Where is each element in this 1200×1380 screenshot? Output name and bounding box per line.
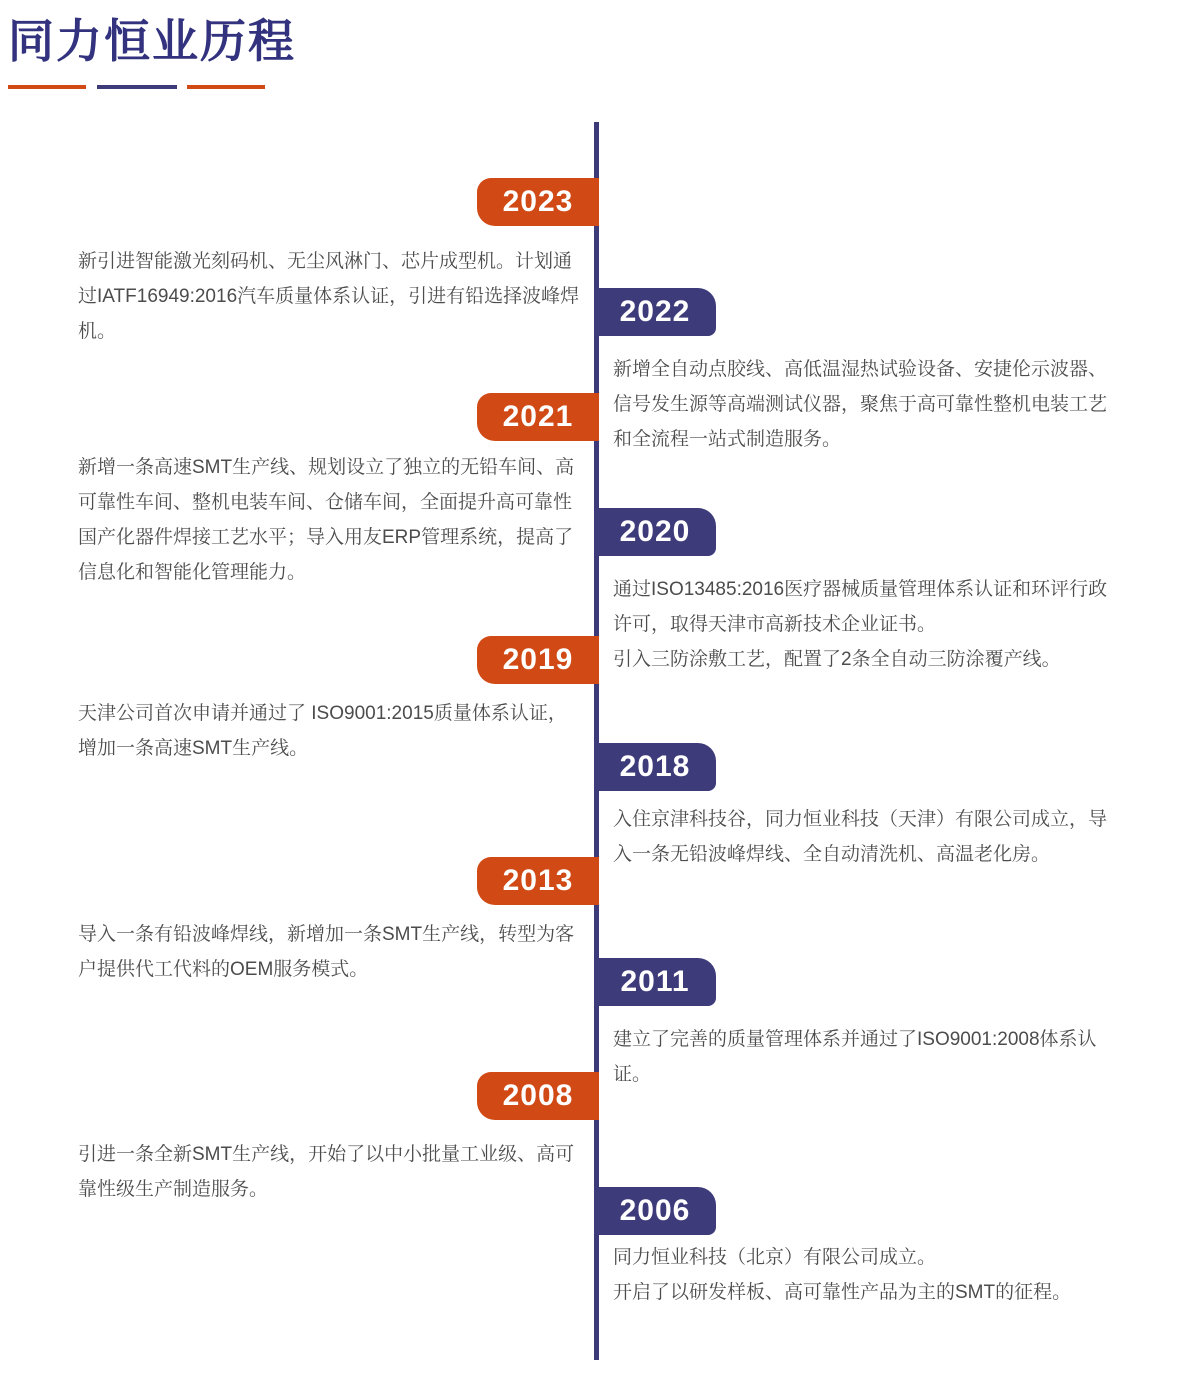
entry-paragraph: 引入三防涂敷工艺，配置了2条全自动三防涂覆产线。 [613,649,1061,670]
entry-text-2006 [613,1240,1118,1310]
year-label: 2018 [619,750,691,783]
title-underline-orange-left [8,85,86,89]
year-label: 2019 [502,643,574,676]
year-badge-2013 [477,857,599,905]
entry-paragraph: 新引进智能激光刻码机、无尘风淋门、芯片成型机。计划通过IATF16949:2016汽车质量体系认证，引进有铅选择波峰焊机。 [78,251,580,342]
title-underline-indigo [97,85,177,89]
year-label: 2023 [502,185,574,218]
entry-paragraph: 建立了完善的质量管理体系并通过了ISO9001:2008体系认证。 [613,1029,1097,1085]
year-label: 2006 [619,1194,691,1227]
entry-text-2021 [78,450,583,590]
entry-paragraph: 同力恒业科技（北京）有限公司成立。 [613,1247,937,1268]
entry-text-2019 [78,696,583,766]
entry-paragraph: 导入一条有铅波峰焊线，新增加一条SMT生产线，转型为客户提供代工代料的OEM服务模式。 [78,924,575,980]
entry-paragraph: 引进一条全新SMT生产线，开始了以中小批量工业级、高可靠性级生产制造服务。 [78,1144,575,1200]
page-title: 同力恒业历程 [8,15,296,67]
entry-text-2013 [78,917,583,987]
year-label: 2013 [502,864,574,897]
entry-text-2023 [78,244,583,349]
entry-paragraph: 新增全自动点胶线、高低温湿热试验设备、安捷伦示波器、信号发生源等高端测试仪器，聚焦于高可靠性整机电装工艺和全流程一站式制造服务。 [613,359,1108,450]
year-badge-2023 [477,178,599,226]
entry-paragraph: 天津公司首次申请并通过了 ISO9001:2015质量体系认证，增加一条高速SMT生产线。 [78,703,567,759]
year-badge-2011 [594,958,716,1006]
entry-text-2022 [613,352,1118,457]
year-badge-2020 [594,508,716,556]
year-badge-2022 [594,288,716,336]
year-badge-2018 [594,743,716,791]
entry-paragraph: 入住京津科技谷，同力恒业科技（天津）有限公司成立，导入一条无铅波峰焊线、全自动清洗机、高温老化房。 [613,809,1108,865]
entry-paragraph: 通过ISO13485:2016医疗器械质量管理体系认证和环评行政许可，取得天津市高新技术企业证书。 [613,579,1108,635]
year-badge-2019 [477,636,599,684]
year-label: 2022 [619,295,691,328]
year-label: 2020 [619,515,691,548]
entry-text-2008 [78,1137,583,1207]
entry-text-2011 [613,1022,1118,1092]
title-underline-orange-right [187,85,265,89]
entry-text-2018 [613,802,1118,872]
year-badge-2021 [477,393,599,441]
year-badge-2006 [594,1187,716,1235]
year-badge-2008 [477,1072,599,1120]
entry-text-2020 [613,572,1118,677]
year-label: 2008 [502,1079,574,1112]
year-label: 2011 [620,965,690,998]
entry-paragraph: 新增一条高速SMT生产线、规划设立了独立的无铅车间、高可靠性车间、整机电装车间、仓储车间，全面提升高可靠性国产化器件焊接工艺水平；导入用友ERP管理系统，提高了信息化和智能化管理能力。 [78,457,575,583]
year-label: 2021 [502,400,574,433]
entry-paragraph: 开启了以研发样板、高可靠性产品为主的SMT的征程。 [613,1282,1072,1303]
